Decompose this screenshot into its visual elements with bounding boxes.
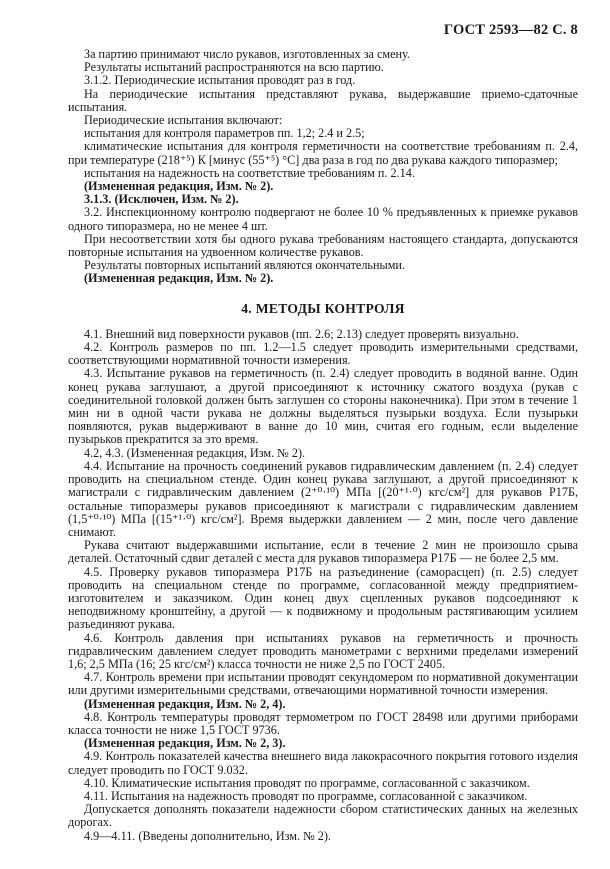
section-heading: 4. МЕТОДЫ КОНТРОЛЯ bbox=[241, 300, 405, 316]
paragraph: 4.6. Контроль давления при испытаниях рукавов на герметичность и прочность гидравлическим давлением следует проводить манометрами с верхними пределами измерений 1,6; 2,5 МПа (16; 25 кгс/см²) класса точности не ниже 2,5 по ГОСТ 2405. bbox=[68, 630, 578, 671]
paragraph: (Измененная редакция, Изм. № 2, 4). bbox=[84, 696, 286, 711]
paragraph: 4.5. Проверку рукавов типоразмера Р17Б на разъединение (саморасцеп) (п. 2.5) следует проводить на специальном стенде по программе, согласованной между предприятием-изготовителем и заказчиком. Один конец двух сцепленных рукавов подсоединяют к неподвижному кронштейну, а другой — к подвижному и продольным растягивающим усилием разъединяют рукава. bbox=[68, 564, 578, 632]
paragraph: 4.1. Внешний вид поверхности рукавов (пп. 2.6; 2.13) следует проверять визуально. bbox=[84, 326, 519, 341]
paragraph: 4.9. Контроль показателей качества внешнего вида лакокрасочного покрытия готового изделия следует проводить по ГОСТ 9.032. bbox=[68, 749, 578, 777]
paragraph: (Измененная редакция, Изм. № 2). bbox=[84, 271, 274, 286]
top-paragraphs bbox=[68, 48, 578, 286]
paragraph: 3.2. Инспекционному контролю подвергают не более 10 % предъявленных к приемке рукавов одного типоразмера, но не менее 4 шт. bbox=[68, 205, 578, 233]
paragraph: испытания для контроля параметров пп. 1,2; 2.4 и 2.5; bbox=[84, 126, 365, 141]
paragraph: Рукава считают выдержавшими испытание, если в течение 2 мин не произошло срыва деталей. Остаточный сдвиг деталей с места для рукавов типоразмера Р17Б — не более 2,5 мм. bbox=[68, 538, 578, 566]
paragraph: испытания на надежность на соответствие требованиям п. 2.14. bbox=[84, 165, 415, 180]
paragraph: 4.2. Контроль размеров по пп. 1.2—1.5 следует проводить измерительными средствами, соответствующими нормативной точности измерения. bbox=[68, 340, 578, 368]
paragraph: 3.1.2. Периодические испытания проводят раз в год. bbox=[84, 73, 356, 88]
paragraph: (Измененная редакция, Изм. № 2). bbox=[84, 179, 274, 194]
paragraph: 4.8. Контроль температуры проводят термометром по ГОСТ 28498 или другими приборами класса точности не ниже 1,5 ГОСТ 9736. bbox=[68, 709, 578, 737]
paragraph: 4.11. Испытания на надежность проводят по программе, согласованной с заказчиком. bbox=[84, 788, 528, 803]
paragraph: 4.10. Климатические испытания проводят по программе, согласованной с заказчиком. bbox=[84, 775, 530, 790]
paragraph: (Измененная редакция, Изм. № 2, 3). bbox=[84, 736, 286, 751]
paragraph: При несоответствии хотя бы одного рукава требованиям настоящего стандарта, допускаются повторные испытания на удвоенном количестве рукавов. bbox=[68, 231, 578, 260]
document-body bbox=[68, 48, 578, 843]
paragraph: На периодические испытания представляют рукава, выдержавшие приемо-сдаточные испытания. bbox=[68, 86, 578, 114]
paragraph: Допускается дополнять показатели надежности сбором статистических данных на железных дорогах. bbox=[68, 802, 578, 830]
page-header: ГОСТ 2593—82 С. 8 bbox=[443, 22, 578, 38]
paragraph: 4.7. Контроль времени при испытании проводят секундомером по нормативной документации или другими измерительными средствами, отвечающими нормативной точности измерения. bbox=[68, 670, 578, 698]
paragraph: 3.1.3. (Исключен, Изм. № 2). bbox=[84, 192, 239, 207]
paragraph: Результаты испытаний распространяются на всю партию. bbox=[84, 60, 384, 75]
paragraph: климатические испытания для контроля герметичности на соответствие требованиям п. 2.4, при температуре (218⁺⁵) К [минус (55⁺⁵) °С] два раза в год по два рукава каждого типоразмер; bbox=[68, 139, 578, 167]
paragraph: За партию принимают число рукавов, изготовленных за смену. bbox=[84, 47, 410, 61]
paragraph: Результаты повторных испытаний являются окончательными. bbox=[84, 258, 405, 273]
paragraph: 4.9—4.11. (Введены дополнительно, Изм. № 2). bbox=[84, 828, 331, 843]
bottom-paragraphs bbox=[68, 328, 578, 843]
paragraph: 4.4. Испытание на прочность соединений рукавов гидравлическим давлением (п. 2.4) следует проводить на специальном стенде. Один конец рукава заглушают, а другой присоединяют к магистрали с гидравлическим давлением (2⁺⁰·¹⁰) МПа [(20⁺¹·⁰) кгс/см²] для рукавов Р17Б, остальные типоразмеры рукавов присоединяют к магистрали с гидравлическим давлением (1,5⁺⁰·¹⁰) МПа [(15⁺¹·⁰) кгс/см²]. Время выдержки давлением — 2 мин, после чего давление снимают. bbox=[68, 458, 578, 539]
paragraph: 4.2, 4.3. (Измененная редакция, Изм. № 2). bbox=[84, 445, 306, 460]
paragraph: 4.3. Испытание рукавов на герметичность (п. 2.4) следует проводить в водяной ванне. Один конец рукава заглушают, а другой присоединяют к источнику сжатого воздуха (рукав с соединительной головкой должен быть заглушен со стороны наконечника). При этом в течение 1 мин ни в одной части рукава не должны выделяться пузырьки воздуха. Если пузырьки появляются, рукав выдерживают в ванне до 10 мин, считая его годным, если выделение пузырьков прекратится за это время. bbox=[68, 366, 578, 447]
paragraph: Периодические испытания включают: bbox=[84, 113, 283, 128]
